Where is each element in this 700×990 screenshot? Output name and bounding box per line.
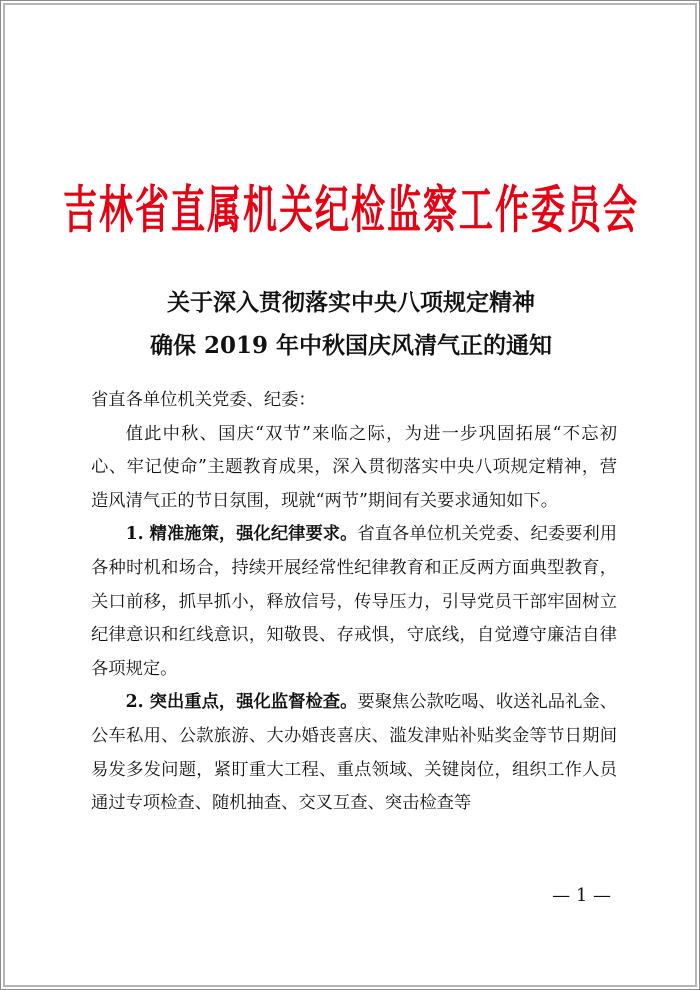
item-text-2: 要聚焦公款吃喝、收送礼品礼金、公车私用、公款旅游、大办婚丧喜庆、滥发津贴补贴奖金等节日期间易发多发问题，紧盯重大工程、重点领域、关键岗位，组织工作人员通过专项检查、随机抽查、交叉互查、突击检查等	[91, 692, 617, 814]
salutation: 省直各单位机关党委、纪委：	[91, 390, 316, 410]
item-heading-1: 1. 精准施策，强化纪律要求。	[125, 524, 358, 545]
document-body	[91, 384, 617, 821]
masthead-title: 吉林省直属机关纪检监察工作委员会	[63, 181, 639, 241]
page-number: — 1 —	[552, 885, 611, 906]
item-text-1: 省直各单位机关党委、纪委要利用各种时机和场合，持续开展经常性纪律教育和正反两方面典型教育，关口前移，抓早抓小，释放信号，传导压力，引导党员干部牢固树立纪律意识和红线意识，知敬畏、存戒惧，守底线，自觉遵守廉洁自律各项规定。	[91, 524, 617, 679]
notice-title-line-1: 关于深入贯彻落实中央八项规定精神	[167, 289, 535, 316]
item-paragraph-2	[91, 686, 617, 820]
item-heading-2: 2. 突出重点，强化监督检查。	[125, 692, 358, 713]
notice-title-line-2: 确保 2019 年中秋国庆风清气正的通知	[149, 332, 553, 359]
item-paragraph-1	[91, 518, 617, 686]
intro-paragraph: 值此中秋、国庆“双节”来临之际，为进一步巩固拓展“不忘初心、牢记使命”主题教育成果，深入贯彻落实中央八项规定精神，营造风清气正的节日氛围，现就“两节”期间有关要求通知如下。	[91, 423, 617, 511]
